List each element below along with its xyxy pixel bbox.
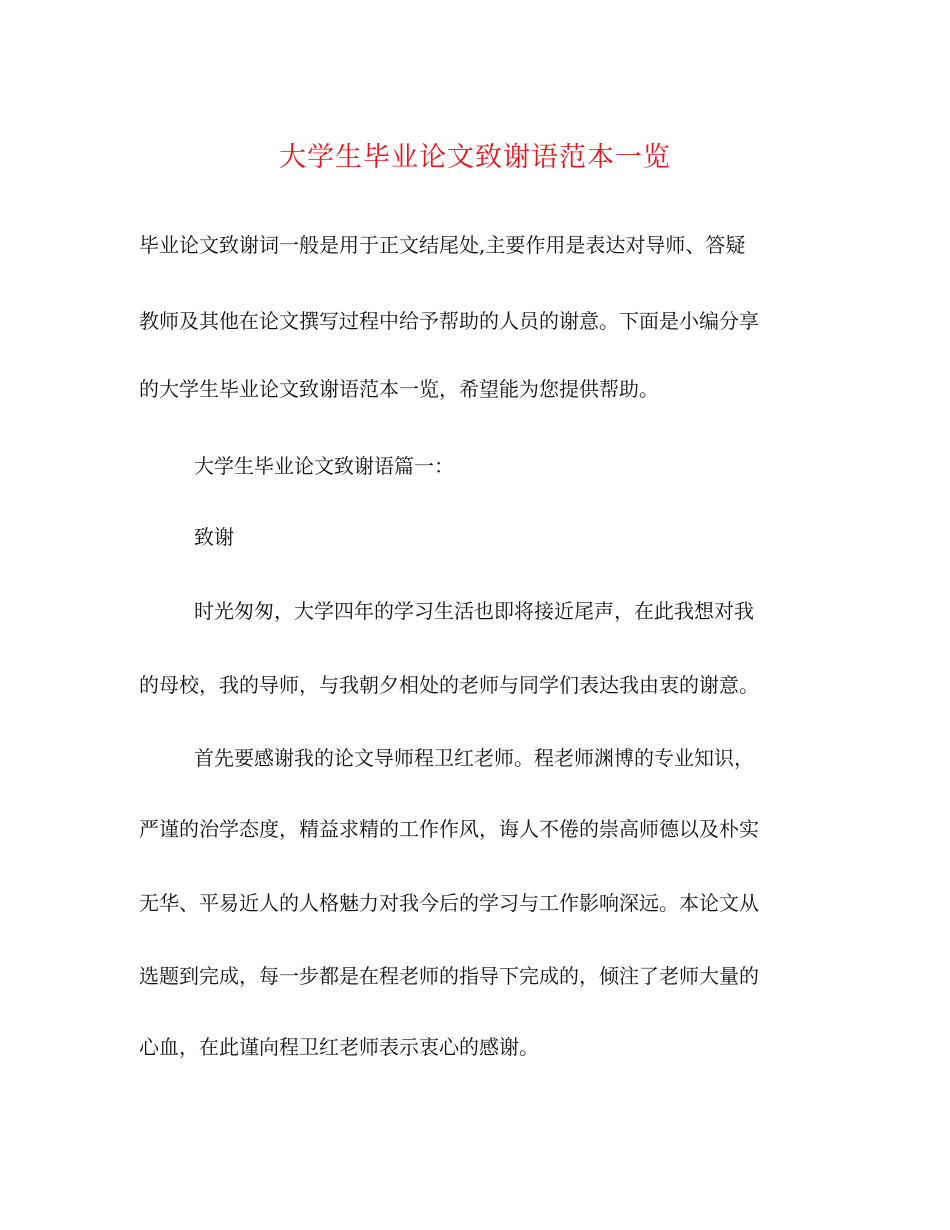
section-heading: 大学生毕业论文致谢语篇一： [194,454,454,478]
paragraph1-line-1: 时光匆匆，大学四年的学习生活也即将接近尾声，在此我想对我 [194,599,754,623]
paragraph2-line-2: 严谨的治学态度，精益求精的工作作风，诲人不倦的崇高师德以及朴实 [139,817,759,841]
acknowledgement-subheading: 致谢 [194,525,234,549]
intro-line-1: 毕业论文致谢词一般是用于正文结尾处,主要作用是表达对导师、答疑 [139,233,746,257]
paragraph2-line-3: 无华、平易近人的人格魅力对我今后的学习与工作影响深远。本论文从 [139,891,759,915]
intro-line-2: 教师及其他在论文撰写过程中给予帮助的人员的谢意。下面是小编分享 [139,309,759,333]
intro-line-3: 的大学生毕业论文致谢语范本一览，希望能为您提供帮助。 [139,377,659,401]
paragraph2-line-1: 首先要感谢我的论文导师程卫红老师。程老师渊博的专业知识， [194,746,754,770]
paragraph2-line-4: 选题到完成，每一步都是在程老师的指导下完成的，倾注了老师大量的 [139,964,759,988]
paragraph2-line-5: 心血，在此谨向程卫红老师表示衷心的感谢。 [139,1035,539,1059]
document-title: 大学生毕业论文致谢语范本一览 [279,142,671,173]
paragraph1-line-2: 的母校，我的导师，与我朝夕相处的老师与同学们表达我由衷的谢意。 [139,673,759,697]
